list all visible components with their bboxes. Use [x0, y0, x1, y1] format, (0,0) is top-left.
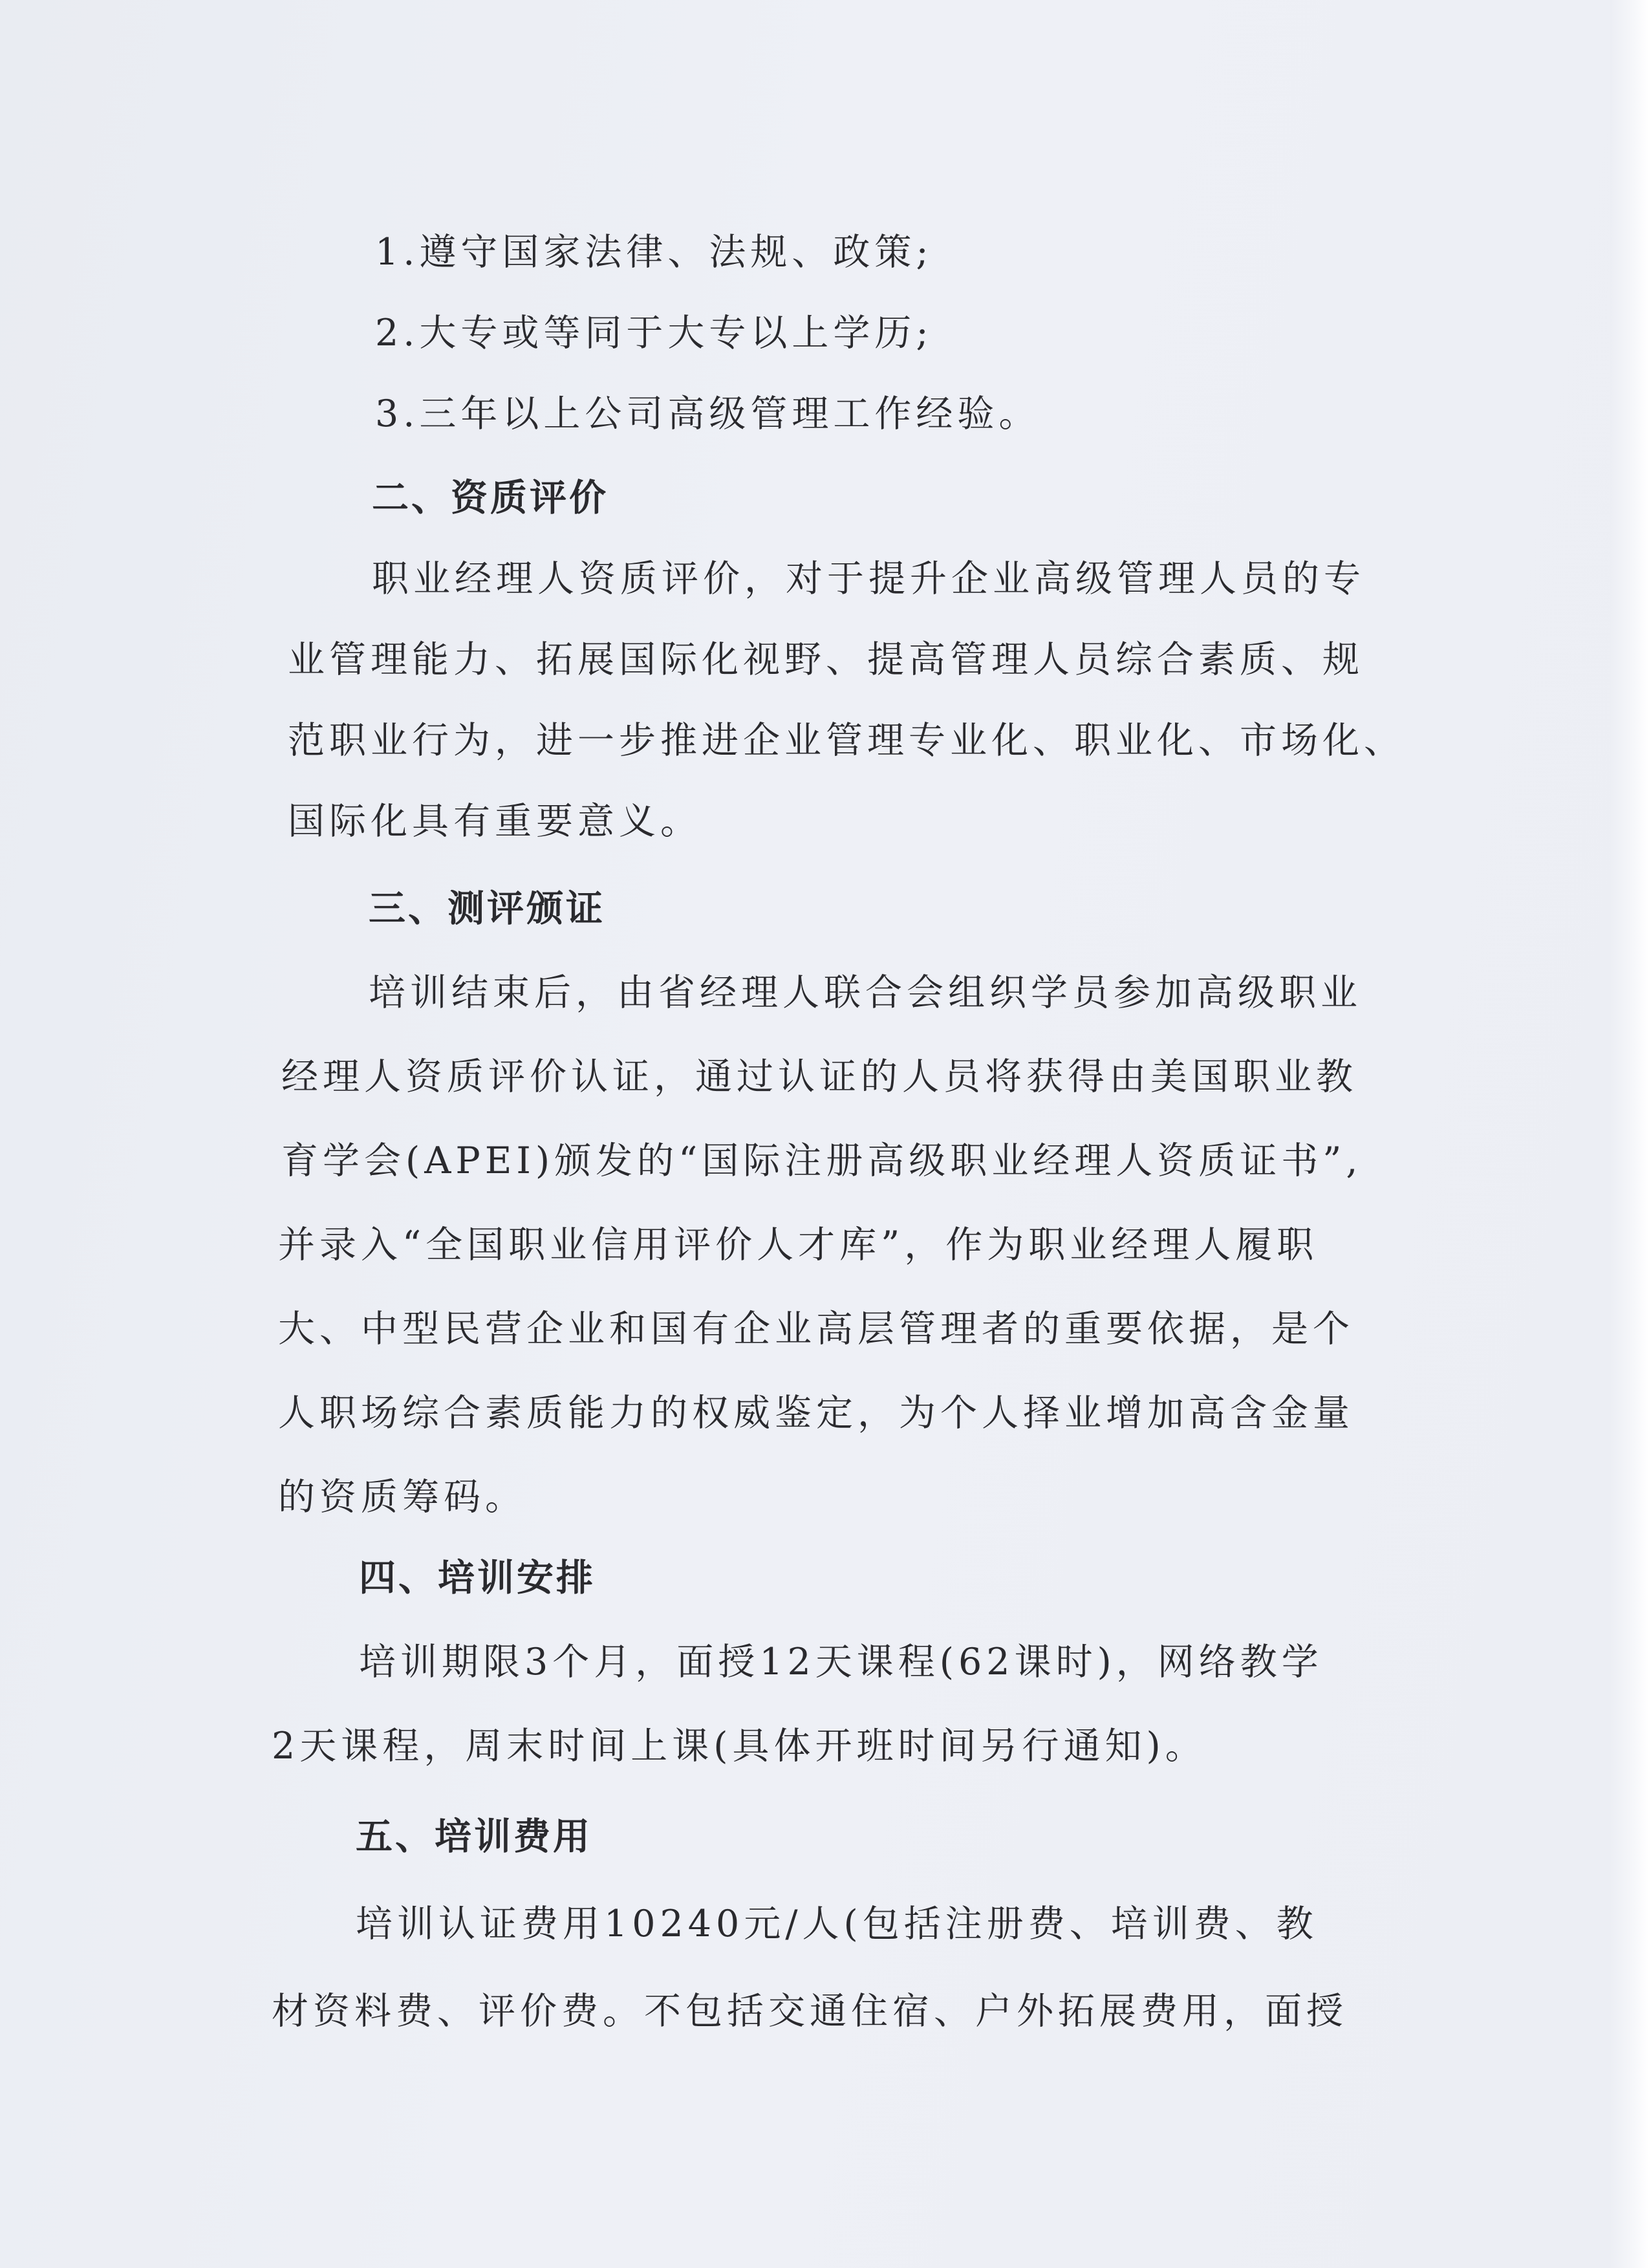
list-item: 1.遵守国家法律、法规、政策;	[375, 231, 933, 274]
paper-edge	[1610, 0, 1649, 2268]
paragraph-line: 2天课程，周末时间上课(具体开班时间另行通知)。	[272, 1725, 1207, 1767]
paragraph-line: 业管理能力、拓展国际化视野、提高管理人员综合素质、规	[288, 638, 1364, 681]
paragraph-line: 职业经理人资质评价，对于提升企业高级管理人员的专	[372, 557, 1365, 600]
list-item: 3.三年以上公司高级管理工作经验。	[375, 393, 1040, 435]
paragraph-line: 培训期限3个月，面授12天课程(62课时)，网络教学	[359, 1641, 1323, 1683]
paragraph-line: 材资料费、评价费。不包括交通住宿、户外拓展费用，面授	[272, 1990, 1348, 2033]
paragraph-line: 培训结束后，由省经理人联合会组织学员参加高级职业	[369, 971, 1362, 1014]
paragraph-line: 国际化具有重要意义。	[288, 800, 702, 843]
section-heading: 四、培训安排	[359, 1557, 596, 1599]
section-heading: 三、测评颁证	[369, 887, 605, 930]
paragraph-line: 的资质筹码。	[278, 1476, 526, 1518]
section-heading: 五、培训费用	[356, 1815, 592, 1858]
section-heading: 二、资质评价	[372, 477, 609, 519]
paragraph-line: 经理人资质评价认证，通过认证的人员将获得由美国职业教	[281, 1055, 1357, 1098]
paragraph-line: 育学会(APEI)颁发的“国际注册高级职业经理人资质证书”,	[281, 1139, 1363, 1182]
paragraph-line: 范职业行为，进一步推进企业管理专业化、职业化、市场化、	[288, 719, 1405, 762]
paragraph-line: 大、中型民营企业和国有企业高层管理者的重要依据，是个	[278, 1308, 1354, 1350]
paragraph-line: 培训认证费用10240元/人(包括注册费、培训费、教	[356, 1903, 1318, 1945]
paragraph-line: 并录入“全国职业信用评价人才库”，作为职业经理人履职	[278, 1224, 1319, 1266]
list-item: 2.大专或等同于大专以上学历;	[375, 312, 933, 354]
paragraph-line: 人职场综合素质能力的权威鉴定，为个人择业增加高含金量	[278, 1392, 1354, 1434]
